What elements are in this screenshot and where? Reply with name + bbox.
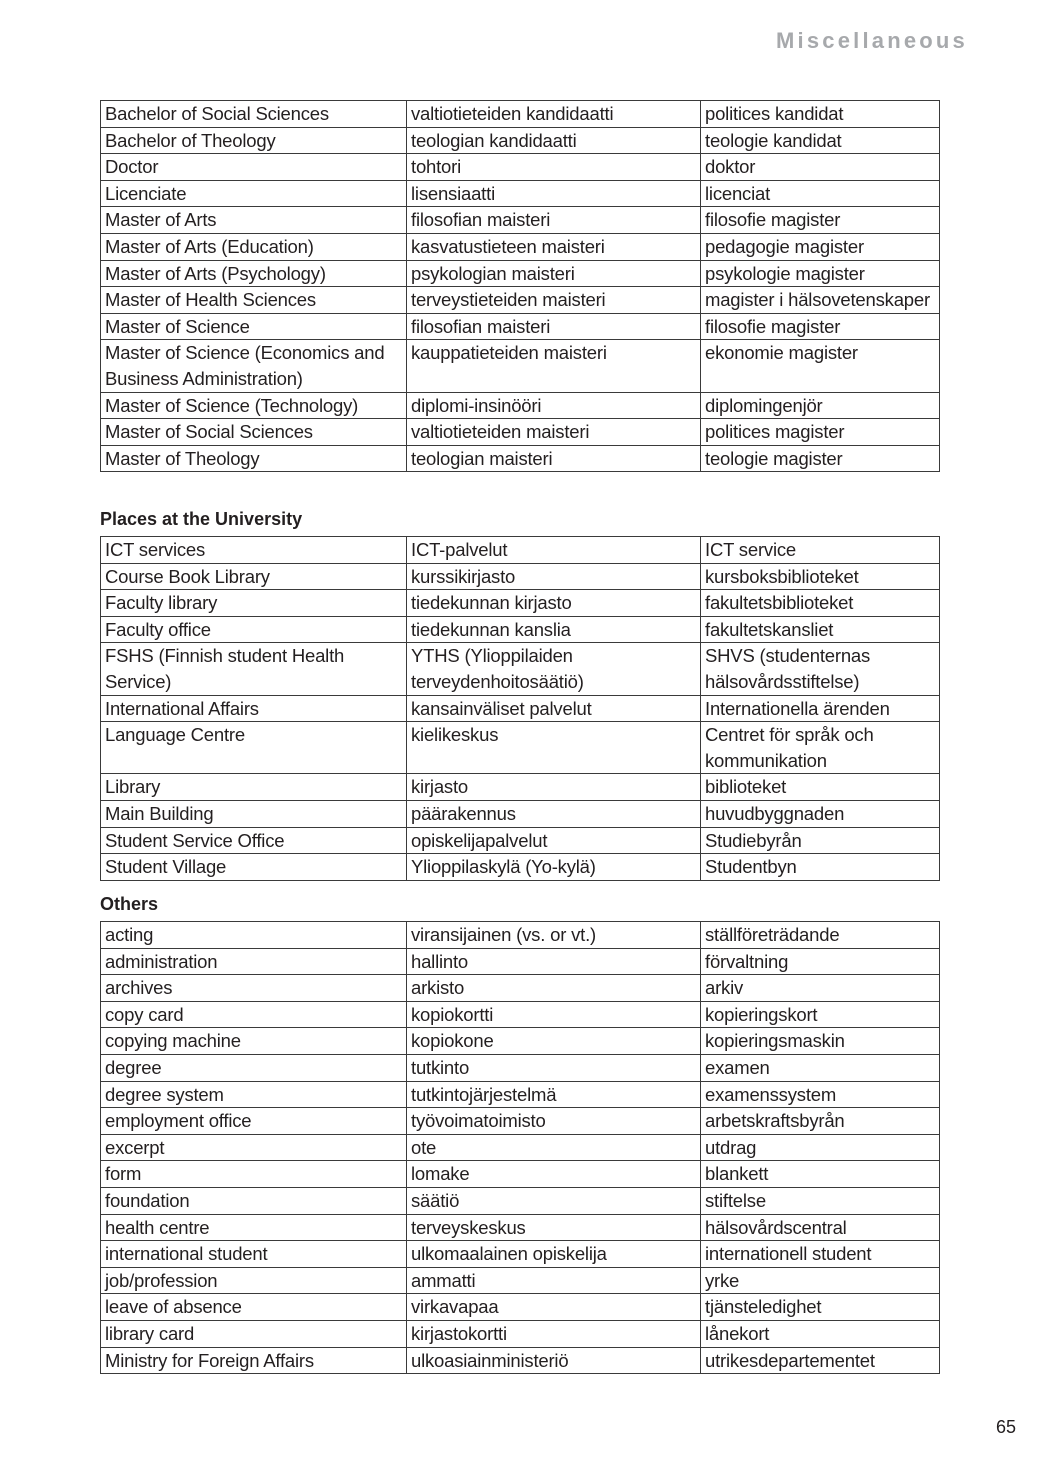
english-term-cell: ICT services	[101, 537, 407, 564]
table-row	[101, 1081, 940, 1108]
section-heading-places: Places at the University	[100, 509, 303, 529]
english-term-cell: copying machine	[101, 1028, 407, 1055]
swedish-term-cell: ICT service	[701, 537, 940, 564]
swedish-term-cell: teologie magister	[701, 445, 940, 472]
swedish-term-cell: lånekort	[701, 1320, 940, 1347]
swedish-term-cell: teologie kandidat	[701, 127, 940, 154]
table-row	[101, 233, 940, 260]
finnish-term-cell: säätiö	[407, 1187, 701, 1214]
finnish-term-cell: filosofian maisteri	[407, 207, 701, 234]
swedish-term-cell: ekonomie magister	[701, 340, 940, 392]
finnish-term-cell: lisensiaatti	[407, 180, 701, 207]
finnish-term-cell: tohtori	[407, 154, 701, 181]
swedish-term-cell: diplomingenjör	[701, 392, 940, 419]
swedish-term-cell: Studiebyrån	[701, 827, 940, 854]
finnish-term-cell: teologian maisteri	[407, 445, 701, 472]
table-row	[101, 1054, 940, 1081]
swedish-term-cell: kursboksbiblioteket	[701, 563, 940, 590]
swedish-term-cell: examenssystem	[701, 1081, 940, 1108]
finnish-term-cell: filosofian maisteri	[407, 313, 701, 340]
swedish-term-cell: pedagogie magister	[701, 233, 940, 260]
table-row	[101, 827, 940, 854]
finnish-term-cell: ammatti	[407, 1267, 701, 1294]
finnish-term-cell: opiskelijapalvelut	[407, 827, 701, 854]
finnish-term-cell: työvoimatoimisto	[407, 1108, 701, 1135]
english-term-cell: Faculty library	[101, 590, 407, 617]
degrees-glossary-table	[100, 100, 940, 472]
english-term-cell: Ministry for Foreign Affairs	[101, 1347, 407, 1374]
table-row	[101, 445, 940, 472]
table-row	[101, 313, 940, 340]
table-row	[101, 1001, 940, 1028]
swedish-term-cell: fakultetskansliet	[701, 616, 940, 643]
swedish-term-cell: examen	[701, 1054, 940, 1081]
english-term-cell: leave of absence	[101, 1294, 407, 1321]
table-row	[101, 101, 940, 128]
finnish-term-cell: diplomi-insinööri	[407, 392, 701, 419]
table-row	[101, 419, 940, 446]
english-term-cell: degree	[101, 1054, 407, 1081]
english-term-cell: Master of Arts (Psychology)	[101, 260, 407, 287]
table-row	[101, 590, 940, 617]
finnish-term-cell: viransijainen (vs. or vt.)	[407, 922, 701, 949]
table-row	[101, 643, 940, 695]
english-term-cell: International Affairs	[101, 695, 407, 722]
english-term-cell: Bachelor of Social Sciences	[101, 101, 407, 128]
english-term-cell: Master of Social Sciences	[101, 419, 407, 446]
table-row	[101, 722, 940, 774]
english-term-cell: Master of Science (Technology)	[101, 392, 407, 419]
table-row	[101, 774, 940, 801]
table-row	[101, 948, 940, 975]
finnish-term-cell: ICT-palvelut	[407, 537, 701, 564]
english-term-cell: excerpt	[101, 1134, 407, 1161]
finnish-term-cell: hallinto	[407, 948, 701, 975]
table-row	[101, 695, 940, 722]
finnish-term-cell: tutkintojärjestelmä	[407, 1081, 701, 1108]
english-term-cell: Licenciate	[101, 180, 407, 207]
finnish-term-cell: ulkomaalainen opiskelija	[407, 1241, 701, 1268]
swedish-term-cell: kopieringsmaskin	[701, 1028, 940, 1055]
table-row	[101, 260, 940, 287]
swedish-term-cell: huvudbyggnaden	[701, 800, 940, 827]
english-term-cell: Student Village	[101, 854, 407, 881]
english-term-cell: employment office	[101, 1108, 407, 1135]
table-row	[101, 154, 940, 181]
table-row	[101, 1134, 940, 1161]
table-row	[101, 616, 940, 643]
swedish-term-cell: utdrag	[701, 1134, 940, 1161]
table-row	[101, 127, 940, 154]
swedish-term-cell: fakultetsbiblioteket	[701, 590, 940, 617]
finnish-term-cell: kirjasto	[407, 774, 701, 801]
table-row	[101, 1108, 940, 1135]
section-heading-others: Others	[100, 894, 159, 914]
swedish-term-cell: Centret för språk och kommunikation	[701, 722, 940, 774]
swedish-term-cell: hälsovårdscentral	[701, 1214, 940, 1241]
finnish-term-cell: arkisto	[407, 975, 701, 1002]
table-row	[101, 1347, 940, 1374]
english-term-cell: Main Building	[101, 800, 407, 827]
finnish-term-cell: tiedekunnan kanslia	[407, 616, 701, 643]
table-row	[101, 1320, 940, 1347]
english-term-cell: job/profession	[101, 1267, 407, 1294]
english-term-cell: Master of Science	[101, 313, 407, 340]
table-row	[101, 1187, 940, 1214]
english-term-cell: administration	[101, 948, 407, 975]
table-row	[101, 207, 940, 234]
finnish-term-cell: valtiotieteiden maisteri	[407, 419, 701, 446]
swedish-term-cell: SHVS (studenternas hälsovårdsstiftelse)	[701, 643, 940, 695]
english-term-cell: foundation	[101, 1187, 407, 1214]
finnish-term-cell: virkavapaa	[407, 1294, 701, 1321]
finnish-term-cell: ulkoasiainministeriö	[407, 1347, 701, 1374]
english-term-cell: FSHS (Finnish student Health Service)	[101, 643, 407, 695]
finnish-term-cell: ote	[407, 1134, 701, 1161]
table-row	[101, 1161, 940, 1188]
table-row	[101, 1294, 940, 1321]
swedish-term-cell: Internationella ärenden	[701, 695, 940, 722]
english-term-cell: degree system	[101, 1081, 407, 1108]
others-glossary-table	[100, 921, 940, 1374]
page-number: 65	[995, 1417, 1016, 1437]
finnish-term-cell: YTHS (Ylioppilaiden terveydenhoitosäätiö)	[407, 643, 701, 695]
finnish-term-cell: psykologian maisteri	[407, 260, 701, 287]
swedish-term-cell: arkiv	[701, 975, 940, 1002]
finnish-term-cell: tutkinto	[407, 1054, 701, 1081]
swedish-term-cell: blankett	[701, 1161, 940, 1188]
english-term-cell: archives	[101, 975, 407, 1002]
english-term-cell: Master of Theology	[101, 445, 407, 472]
running-head: Miscellaneous	[776, 28, 968, 53]
english-term-cell: Master of Arts	[101, 207, 407, 234]
swedish-term-cell: stiftelse	[701, 1187, 940, 1214]
english-term-cell: international student	[101, 1241, 407, 1268]
swedish-term-cell: kopieringskort	[701, 1001, 940, 1028]
swedish-term-cell: psykologie magister	[701, 260, 940, 287]
table-row	[101, 340, 940, 392]
english-term-cell: Language Centre	[101, 722, 407, 774]
swedish-term-cell: magister i hälsovetenskaper	[701, 287, 940, 314]
english-term-cell: form	[101, 1161, 407, 1188]
swedish-term-cell: yrke	[701, 1267, 940, 1294]
swedish-term-cell: internationell student	[701, 1241, 940, 1268]
english-term-cell: Bachelor of Theology	[101, 127, 407, 154]
table-row	[101, 563, 940, 590]
english-term-cell: Course Book Library	[101, 563, 407, 590]
table-row	[101, 922, 940, 949]
swedish-term-cell: filosofie magister	[701, 207, 940, 234]
finnish-term-cell: päärakennus	[407, 800, 701, 827]
english-term-cell: Faculty office	[101, 616, 407, 643]
table-row	[101, 392, 940, 419]
swedish-term-cell: arbetskraftsbyrån	[701, 1108, 940, 1135]
finnish-term-cell: teologian kandidaatti	[407, 127, 701, 154]
table-row	[101, 1241, 940, 1268]
table-row	[101, 1267, 940, 1294]
finnish-term-cell: terveyskeskus	[407, 1214, 701, 1241]
english-term-cell: Library	[101, 774, 407, 801]
finnish-term-cell: terveystieteiden maisteri	[407, 287, 701, 314]
swedish-term-cell: Studentbyn	[701, 854, 940, 881]
swedish-term-cell: förvaltning	[701, 948, 940, 975]
finnish-term-cell: tiedekunnan kirjasto	[407, 590, 701, 617]
table-row	[101, 180, 940, 207]
english-term-cell: Master of Science (Economics and Business Administration)	[101, 340, 407, 392]
english-term-cell: Master of Arts (Education)	[101, 233, 407, 260]
english-term-cell: health centre	[101, 1214, 407, 1241]
table-row	[101, 537, 940, 564]
swedish-term-cell: filosofie magister	[701, 313, 940, 340]
swedish-term-cell: politices magister	[701, 419, 940, 446]
table-row	[101, 287, 940, 314]
swedish-term-cell: licenciat	[701, 180, 940, 207]
swedish-term-cell: ställföreträdande	[701, 922, 940, 949]
places-glossary-table	[100, 536, 940, 881]
swedish-term-cell: tjänsteledighet	[701, 1294, 940, 1321]
finnish-term-cell: valtiotieteiden kandidaatti	[407, 101, 701, 128]
swedish-term-cell: politices kandidat	[701, 101, 940, 128]
english-term-cell: Student Service Office	[101, 827, 407, 854]
english-term-cell: library card	[101, 1320, 407, 1347]
english-term-cell: Master of Health Sciences	[101, 287, 407, 314]
finnish-term-cell: kauppatieteiden maisteri	[407, 340, 701, 392]
swedish-term-cell: doktor	[701, 154, 940, 181]
finnish-term-cell: kurssikirjasto	[407, 563, 701, 590]
table-row	[101, 854, 940, 881]
table-row	[101, 1028, 940, 1055]
swedish-term-cell: utrikesdepartementet	[701, 1347, 940, 1374]
english-term-cell: Doctor	[101, 154, 407, 181]
english-term-cell: copy card	[101, 1001, 407, 1028]
finnish-term-cell: kielikeskus	[407, 722, 701, 774]
table-row	[101, 800, 940, 827]
table-row	[101, 1214, 940, 1241]
swedish-term-cell: biblioteket	[701, 774, 940, 801]
table-row	[101, 975, 940, 1002]
finnish-term-cell: kirjastokortti	[407, 1320, 701, 1347]
finnish-term-cell: kansainväliset palvelut	[407, 695, 701, 722]
finnish-term-cell: Ylioppilaskylä (Yo-kylä)	[407, 854, 701, 881]
finnish-term-cell: kopiokortti	[407, 1001, 701, 1028]
finnish-term-cell: kasvatustieteen maisteri	[407, 233, 701, 260]
english-term-cell: acting	[101, 922, 407, 949]
finnish-term-cell: lomake	[407, 1161, 701, 1188]
finnish-term-cell: kopiokone	[407, 1028, 701, 1055]
